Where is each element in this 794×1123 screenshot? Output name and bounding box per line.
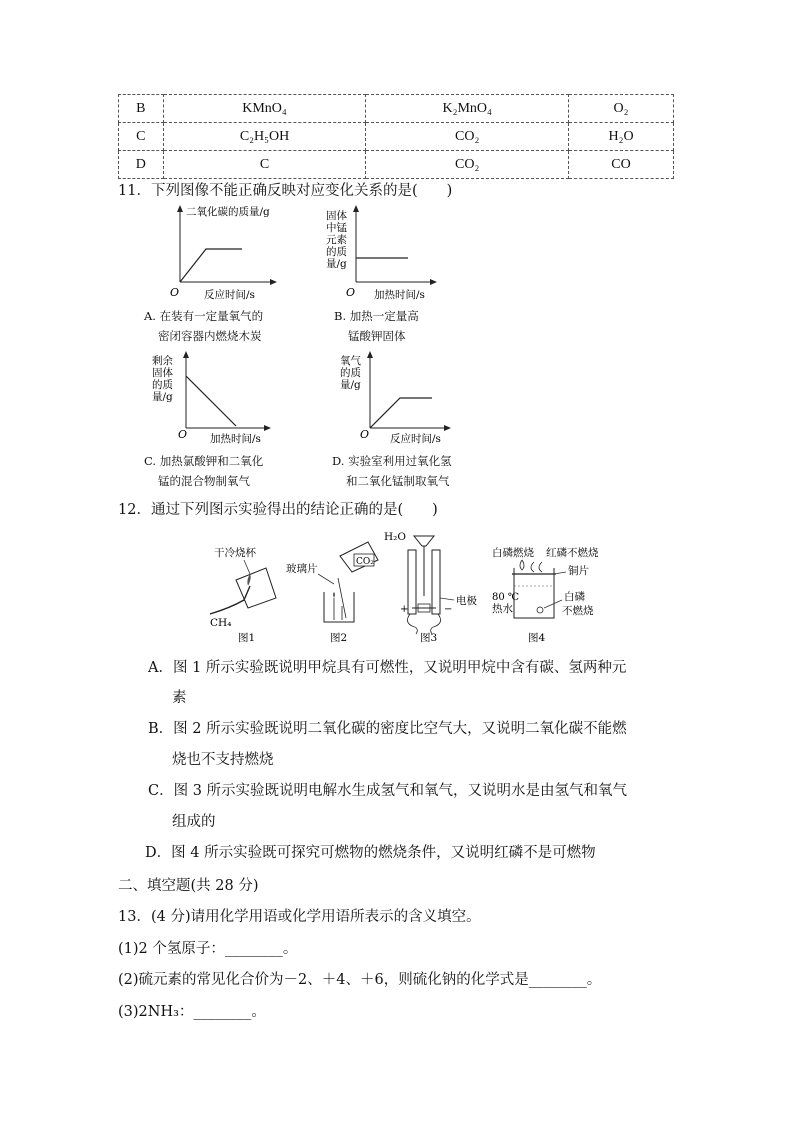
- table-row: [119, 123, 674, 151]
- graph-a-cap2: 密闭容器内燃烧木炭: [158, 329, 262, 343]
- table-row: [119, 95, 674, 123]
- table-cell: CO₂: [366, 151, 569, 179]
- q13-line1: (1)2 个氢原子：________。: [118, 941, 298, 957]
- graph-b: [320, 204, 440, 304]
- table-cell: D: [119, 151, 164, 179]
- fig1-caption: 图1: [238, 632, 256, 644]
- figure-4: [492, 546, 599, 644]
- graph-b-ylabel-3: 元素: [326, 234, 347, 246]
- graph-d-xlabel: 反应时间/s: [390, 433, 441, 445]
- graph-a-ylabel: 二氧化碳的质量/g: [186, 206, 270, 218]
- figure-2: [286, 542, 378, 644]
- fig4-caption: 图4: [528, 632, 546, 644]
- graph-c-ylabel-2: 固体: [152, 367, 173, 379]
- graph-b-cap2: 锰酸钾固体: [348, 329, 406, 343]
- graph-c-cap2: 锰的混合物制氧气: [158, 474, 250, 488]
- graph-c-cap1: C. 加热氯酸钾和二氧化: [144, 454, 264, 468]
- graph-c-ylabel-1: 剩余: [152, 355, 173, 367]
- q11-stem: 11．下列图像不能正确反映对应变化关系的是( ): [118, 183, 453, 199]
- graph-a: [150, 204, 280, 304]
- fig1-cup-label: 干冷烧杯: [214, 547, 256, 559]
- section-2-heading: 二、填空题(共 28 分): [118, 878, 259, 894]
- graph-b-ylabel-4: 的质: [326, 246, 347, 258]
- graph-c-origin: O: [178, 428, 188, 441]
- graph-d-ylabel-2: 的质: [340, 367, 361, 379]
- graph-b-xlabel: 加热时间/s: [374, 289, 425, 301]
- fig3-h2o-label: H₂O: [384, 531, 406, 543]
- fig4-hotwater-label: 热水: [492, 603, 513, 615]
- graph-a-origin: O: [170, 286, 180, 299]
- q13-stem: 13．(4 分)请用化学用语或化学用语所表示的含义填空。: [118, 909, 481, 925]
- graph-d-origin: O: [360, 428, 370, 441]
- table-cell: C: [119, 123, 164, 151]
- fig4-white-burn-label: 白磷燃烧: [492, 547, 534, 559]
- fig3-electrode-label: 电极: [456, 595, 477, 607]
- graph-b-ylabel-1: 固体: [326, 210, 347, 222]
- table-row: [119, 151, 674, 179]
- q12-figures: [200, 528, 630, 648]
- table-cell: KMnO₄: [163, 95, 366, 123]
- fig4-whitep-label: 白磷: [564, 591, 585, 603]
- graph-a-xlabel: 反应时间/s: [204, 289, 255, 301]
- q12-option-a-line1: A．图 1 所示实验既说明甲烷具有可燃性，又说明甲烷中含有碳、氢两种元: [148, 660, 627, 676]
- table-cell: H₂O: [569, 123, 674, 151]
- graph-d: [334, 350, 454, 450]
- graph-b-cap1: B. 加热一定量高: [334, 309, 419, 323]
- fig4-noburn-label: 不燃烧: [562, 605, 594, 617]
- q13-line3: (3)2NH₃：________。: [118, 1004, 266, 1020]
- graph-c: [146, 350, 276, 450]
- graph-b-origin: O: [346, 286, 356, 299]
- q12-option-c-line1: C．图 3 所示实验既说明电解水生成氢气和氧气，又说明水是由氢气和氧气: [148, 783, 628, 799]
- q12-option-b-line2: 烧也不支持燃烧: [172, 752, 274, 768]
- graph-b-ylabel-2: 中锰: [326, 222, 347, 234]
- graph-a-cap1: A. 在装有一定量氧气的: [144, 309, 264, 323]
- q13-line2: (2)硫元素的常见化合价为－2、＋4、＋6，则硫化钠的化学式是________。: [118, 972, 602, 988]
- fig2-caption: 图2: [330, 632, 348, 644]
- graph-b-ylabel-5: 量/g: [326, 258, 347, 270]
- fig4-red-noburn-label: 红磷不燃烧: [546, 547, 599, 559]
- table-cell: C: [163, 151, 366, 179]
- fig3-minus: −: [444, 604, 453, 615]
- graph-c-ylabel-3: 的质: [152, 379, 173, 391]
- graph-d-cap1: D. 实验室利用过氧化氢: [332, 454, 452, 468]
- table-cell: K₂MnO₄: [366, 95, 569, 123]
- fig1-ch4-label: CH₄: [210, 617, 232, 629]
- table-cell: O₂: [569, 95, 674, 123]
- q12-stem: 12．通过下列图示实验得出的结论正确的是( ): [118, 502, 438, 518]
- fig2-co2-label: CO₂: [356, 557, 374, 567]
- table-cell: CO₂: [366, 123, 569, 151]
- graph-d-cap2: 和二氧化锰制取氧气: [346, 474, 450, 488]
- options-table: [118, 94, 674, 179]
- fig4-copper-label: 铜片: [568, 565, 589, 577]
- table-cell: CO: [569, 151, 674, 179]
- figure-1: [210, 546, 276, 644]
- graph-d-ylabel-3: 量/g: [340, 379, 361, 391]
- fig3-plus: +: [400, 604, 409, 615]
- q12-option-c-line2: 组成的: [172, 814, 216, 830]
- fig4-temp-label: 80 ℃: [492, 592, 520, 603]
- figure-3: [384, 531, 477, 644]
- graph-c-ylabel-4: 量/g: [152, 391, 173, 403]
- q12-option-b-line1: B．图 2 所示实验既说明二氧化碳的密度比空气大，又说明二氧化碳不能燃: [148, 721, 627, 737]
- table-cell: B: [119, 95, 164, 123]
- q12-option-a-line2: 素: [172, 690, 187, 706]
- fig2-glass-label: 玻璃片: [286, 563, 318, 575]
- fig3-caption: 图3: [420, 632, 438, 644]
- graph-d-ylabel-1: 氧气: [340, 355, 361, 367]
- graph-c-xlabel: 加热时间/s: [210, 433, 261, 445]
- q12-option-d: D．图 4 所示实验既可探究可燃物的燃烧条件，又说明红磷不是可燃物: [145, 845, 596, 861]
- table-cell: C₂H₅OH: [163, 123, 366, 151]
